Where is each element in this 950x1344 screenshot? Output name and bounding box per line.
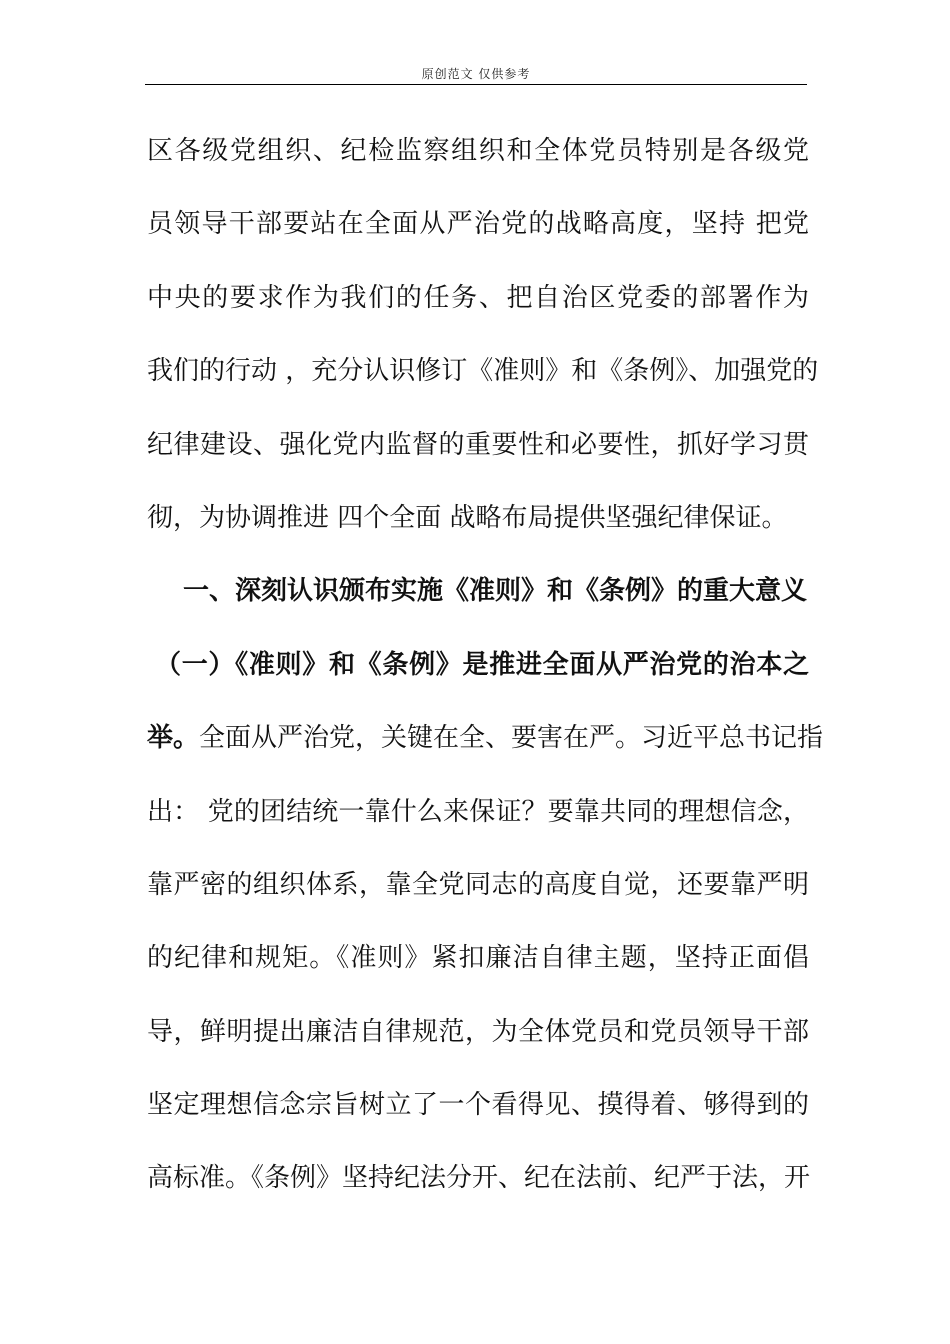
body-line: 彻，为协调推进 四个全面 战略布局提供坚强纪律保证。 <box>147 502 788 533</box>
body-line: 导，鲜明提出廉洁自律规范，为全体党员和党员领导干部 <box>147 1016 809 1047</box>
body-line: 的纪律和规矩。《准则》紧扣廉洁自律主题，坚持正面倡 <box>147 943 809 974</box>
subsection-heading: （一）《准则》和《条例》是推进全面从严治党的治本之 <box>155 649 809 680</box>
body-line: 中央的要求作为我们的任务、把自治区党委的部署作为 <box>147 282 809 313</box>
body-line: 纪律建设、强化党内监督的重要性和必要性，抓好学习贯 <box>147 429 809 460</box>
body-line: 坚定理想信念宗旨树立了一个看得见、摸得着、够得到的 <box>147 1090 809 1121</box>
subsection-heading-end: 举。 <box>147 723 200 754</box>
page-header: 原创范文 仅供参考 <box>421 67 531 81</box>
body-line: 区各级党组织、纪检监察组织和全体党员特别是各级党 <box>147 136 809 166</box>
body-line: 靠严密的组织体系，靠全党同志的高度自觉，还要靠严明 <box>147 869 809 900</box>
body-line: 出： 党的团结统一靠什么来保证？要靠共同的理想信念， <box>147 796 809 827</box>
body-line: 高标准。《条例》坚持纪法分开、纪在法前、纪严于法，开 <box>147 1163 811 1194</box>
header-rule <box>145 84 807 85</box>
body-line-text: 全面从严治党，关键在全、要害在严。习近平总书记指 <box>199 723 824 754</box>
body-line: 员领导干部要站在全面从严治党的战略高度，坚持 把党 <box>147 209 809 240</box>
body-line <box>147 713 824 786</box>
body-line: 我们的行动 ，充分认识修订《准则》和《条例》、加强党的 <box>147 356 819 387</box>
section-heading: 一、深刻认识颁布实施《准则》和《条例》的重大意义 <box>183 576 808 607</box>
body-text <box>147 126 824 1227</box>
